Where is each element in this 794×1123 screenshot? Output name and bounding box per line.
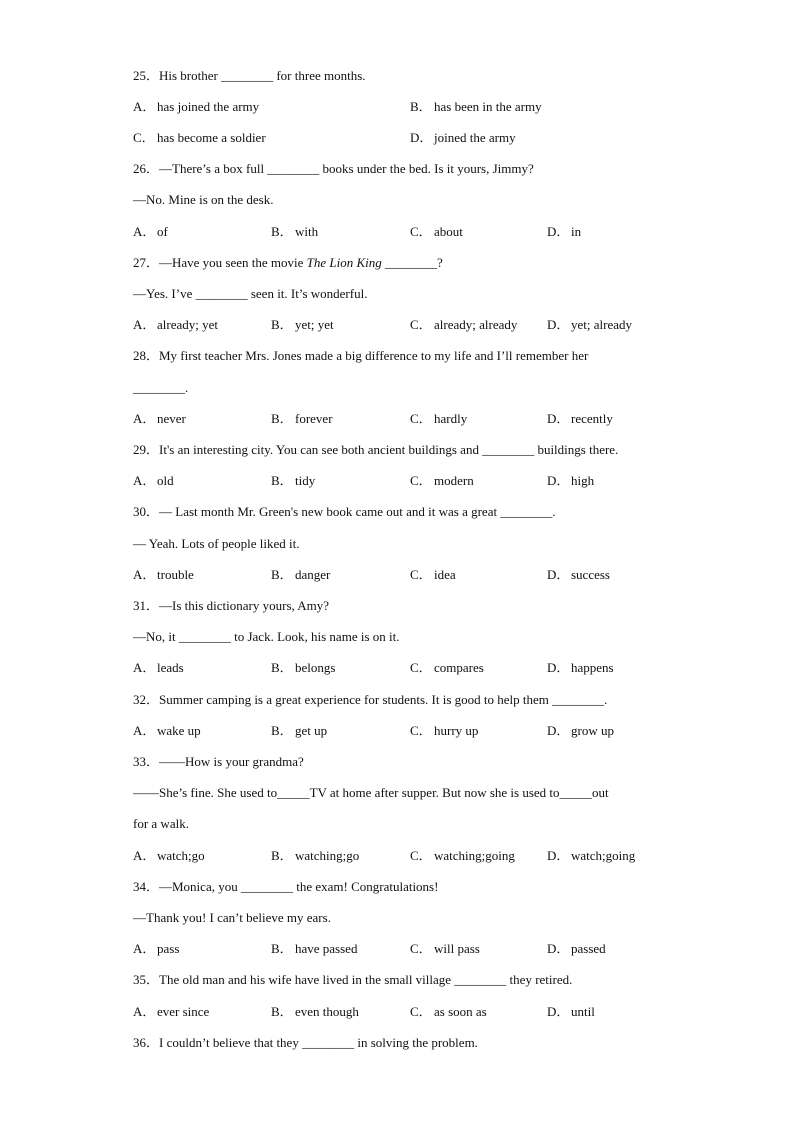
movie-title: The Lion King (306, 255, 382, 270)
option-c (410, 473, 474, 489)
option-letter: D． (547, 473, 570, 488)
option-letter: C． (410, 411, 432, 426)
question-29-stem: 29．It's an interesting city. You can see both ancient buildings and ________ buildings there. (133, 442, 619, 457)
option-c (410, 317, 517, 333)
option-c (410, 723, 478, 739)
option-letter: B． (271, 411, 293, 426)
option-letter: D． (547, 411, 570, 426)
option-text: old (157, 473, 174, 488)
question-33-stem: 33．——How is your grandma? (133, 754, 304, 769)
option-a (133, 317, 218, 333)
option-text: as soon as (434, 1004, 487, 1019)
option-letter: B． (271, 660, 293, 675)
option-letter: D． (547, 660, 570, 675)
option-letter: A． (133, 473, 156, 488)
option-text: belongs (295, 660, 336, 675)
option-d (547, 1004, 595, 1020)
option-letter: D． (547, 848, 570, 863)
option-b (271, 473, 315, 489)
option-text: grow up (571, 723, 614, 738)
option-letter: C． (133, 130, 155, 145)
option-letter: C． (410, 473, 432, 488)
option-text: already; yet (157, 317, 218, 332)
option-text: hardly (434, 411, 468, 426)
option-text: trouble (157, 567, 194, 582)
option-d (547, 848, 635, 864)
option-letter: A． (133, 99, 156, 114)
option-text: already; already (434, 317, 518, 332)
option-text: will pass (434, 941, 480, 956)
option-a (133, 99, 259, 115)
option-letter: A． (133, 660, 156, 675)
option-text: compares (434, 660, 484, 675)
option-letter: A． (133, 848, 156, 863)
question-25-stem: 25．His brother ________ for three months. (133, 68, 366, 83)
option-text: yet; already (571, 317, 632, 332)
question-26-stem: 26．—There’s a box full ________ books under the bed. Is it yours, Jimmy? (133, 161, 534, 176)
option-letter: D． (547, 567, 570, 582)
option-c (133, 130, 266, 146)
option-letter: B． (271, 473, 293, 488)
option-text: watching;go (295, 848, 360, 863)
option-a (133, 473, 174, 489)
option-letter: B． (410, 99, 432, 114)
option-text: success (571, 567, 610, 582)
option-a (133, 567, 194, 583)
question-34-reply: —Thank you! I can’t believe my ears. (133, 910, 331, 925)
option-letter: A． (133, 1004, 156, 1019)
option-text: watching;going (434, 848, 515, 863)
option-c (410, 660, 484, 676)
question-27-reply: —Yes. I’ve ________ seen it. It’s wonderful. (133, 286, 368, 301)
option-letter: C． (410, 1004, 432, 1019)
option-c (410, 567, 456, 583)
option-a (133, 723, 201, 739)
option-a (133, 224, 168, 240)
option-a (133, 411, 186, 427)
option-text: in (571, 224, 582, 239)
option-text: never (157, 411, 186, 426)
option-c (410, 1004, 487, 1020)
option-letter: A． (133, 941, 156, 956)
option-letter: D． (547, 1004, 570, 1019)
question-31-reply: —No, it ________ to Jack. Look, his name is on it. (133, 629, 400, 644)
question-33-reply: ——She’s fine. She used to_____TV at home after supper. But now she is used to_____out (133, 785, 609, 800)
option-b (271, 660, 335, 676)
option-text: has joined the army (157, 99, 260, 114)
option-b (271, 1004, 359, 1020)
option-text: danger (295, 567, 331, 582)
option-text: get up (295, 723, 328, 738)
option-d (547, 567, 610, 583)
option-letter: D． (547, 723, 570, 738)
option-text: happens (571, 660, 614, 675)
option-d (410, 130, 516, 146)
option-text: pass (157, 941, 180, 956)
option-d (547, 660, 614, 676)
option-a (133, 941, 179, 957)
option-letter: A． (133, 224, 156, 239)
option-letter: D． (410, 130, 433, 145)
stem-text: 27．—Have you seen the movie (133, 255, 307, 270)
option-text: watch;going (571, 848, 636, 863)
option-text: hurry up (434, 723, 479, 738)
option-d (547, 411, 613, 427)
option-c (410, 224, 463, 240)
option-text: of (157, 224, 168, 239)
option-text: modern (434, 473, 474, 488)
option-letter: D． (547, 941, 570, 956)
option-text: leads (157, 660, 184, 675)
option-text: with (295, 224, 319, 239)
option-d (547, 723, 614, 739)
option-d (547, 473, 594, 489)
question-28-stem-cont: ________. (133, 380, 189, 395)
option-text: watch;go (157, 848, 205, 863)
option-text: passed (571, 941, 606, 956)
stem-text: ________? (381, 255, 443, 270)
option-d (547, 317, 632, 333)
option-text: wake up (157, 723, 201, 738)
option-letter: A． (133, 723, 156, 738)
option-a (133, 660, 184, 676)
question-36-stem: 36．I couldn’t believe that they ________ in solving the problem. (133, 1035, 478, 1050)
question-33-reply-cont: for a walk. (133, 816, 189, 831)
option-text: idea (434, 567, 456, 582)
option-c (410, 848, 515, 864)
question-26-reply: —No. Mine is on the desk. (133, 192, 274, 207)
option-b (271, 941, 357, 957)
option-text: forever (295, 411, 333, 426)
option-b (271, 848, 359, 864)
option-b (271, 224, 318, 240)
question-31-stem: 31．—Is this dictionary yours, Amy? (133, 598, 330, 613)
option-letter: D． (547, 224, 570, 239)
question-27-stem (133, 255, 443, 271)
option-text: has become a soldier (157, 130, 266, 145)
option-letter: C． (410, 317, 432, 332)
option-text: about (434, 224, 463, 239)
option-text: ever since (157, 1004, 210, 1019)
option-letter: B． (271, 941, 293, 956)
option-d (547, 224, 581, 240)
option-letter: B． (271, 317, 293, 332)
option-c (410, 411, 467, 427)
option-letter: C． (410, 723, 432, 738)
option-d (547, 941, 606, 957)
option-letter: A． (133, 317, 156, 332)
option-text: joined the army (434, 130, 516, 145)
option-c (410, 941, 480, 957)
option-letter: B． (271, 567, 293, 582)
option-letter: B． (271, 848, 293, 863)
option-letter: C． (410, 941, 432, 956)
option-letter: A． (133, 411, 156, 426)
option-text: yet; yet (295, 317, 334, 332)
option-text: until (571, 1004, 595, 1019)
option-text: even though (295, 1004, 359, 1019)
option-b (410, 99, 542, 115)
option-b (271, 411, 333, 427)
option-letter: C． (410, 567, 432, 582)
question-30-stem: 30．— Last month Mr. Green's new book came out and it was a great ________. (133, 504, 556, 519)
option-b (271, 317, 334, 333)
question-32-stem: 32．Summer camping is a great experience for students. It is good to help them ________. (133, 692, 608, 707)
option-letter: C． (410, 224, 432, 239)
option-letter: B． (271, 1004, 293, 1019)
option-a (133, 1004, 209, 1020)
question-35-stem: 35．The old man and his wife have lived in the small village ________ they retired. (133, 972, 573, 987)
option-letter: C． (410, 660, 432, 675)
option-letter: A． (133, 567, 156, 582)
option-text: high (571, 473, 595, 488)
option-text: recently (571, 411, 613, 426)
option-letter: B． (271, 224, 293, 239)
question-30-reply: — Yeah. Lots of people liked it. (133, 536, 300, 551)
option-b (271, 567, 330, 583)
option-letter: C． (410, 848, 432, 863)
option-a (133, 848, 205, 864)
option-text: has been in the army (434, 99, 542, 114)
option-text: have passed (295, 941, 358, 956)
option-text: tidy (295, 473, 316, 488)
question-34-stem: 34．—Monica, you ________ the exam! Congratulations! (133, 879, 439, 894)
option-letter: D． (547, 317, 570, 332)
option-b (271, 723, 327, 739)
option-letter: B． (271, 723, 293, 738)
question-28-stem: 28．My first teacher Mrs. Jones made a big difference to my life and I’ll remember her (133, 348, 589, 363)
